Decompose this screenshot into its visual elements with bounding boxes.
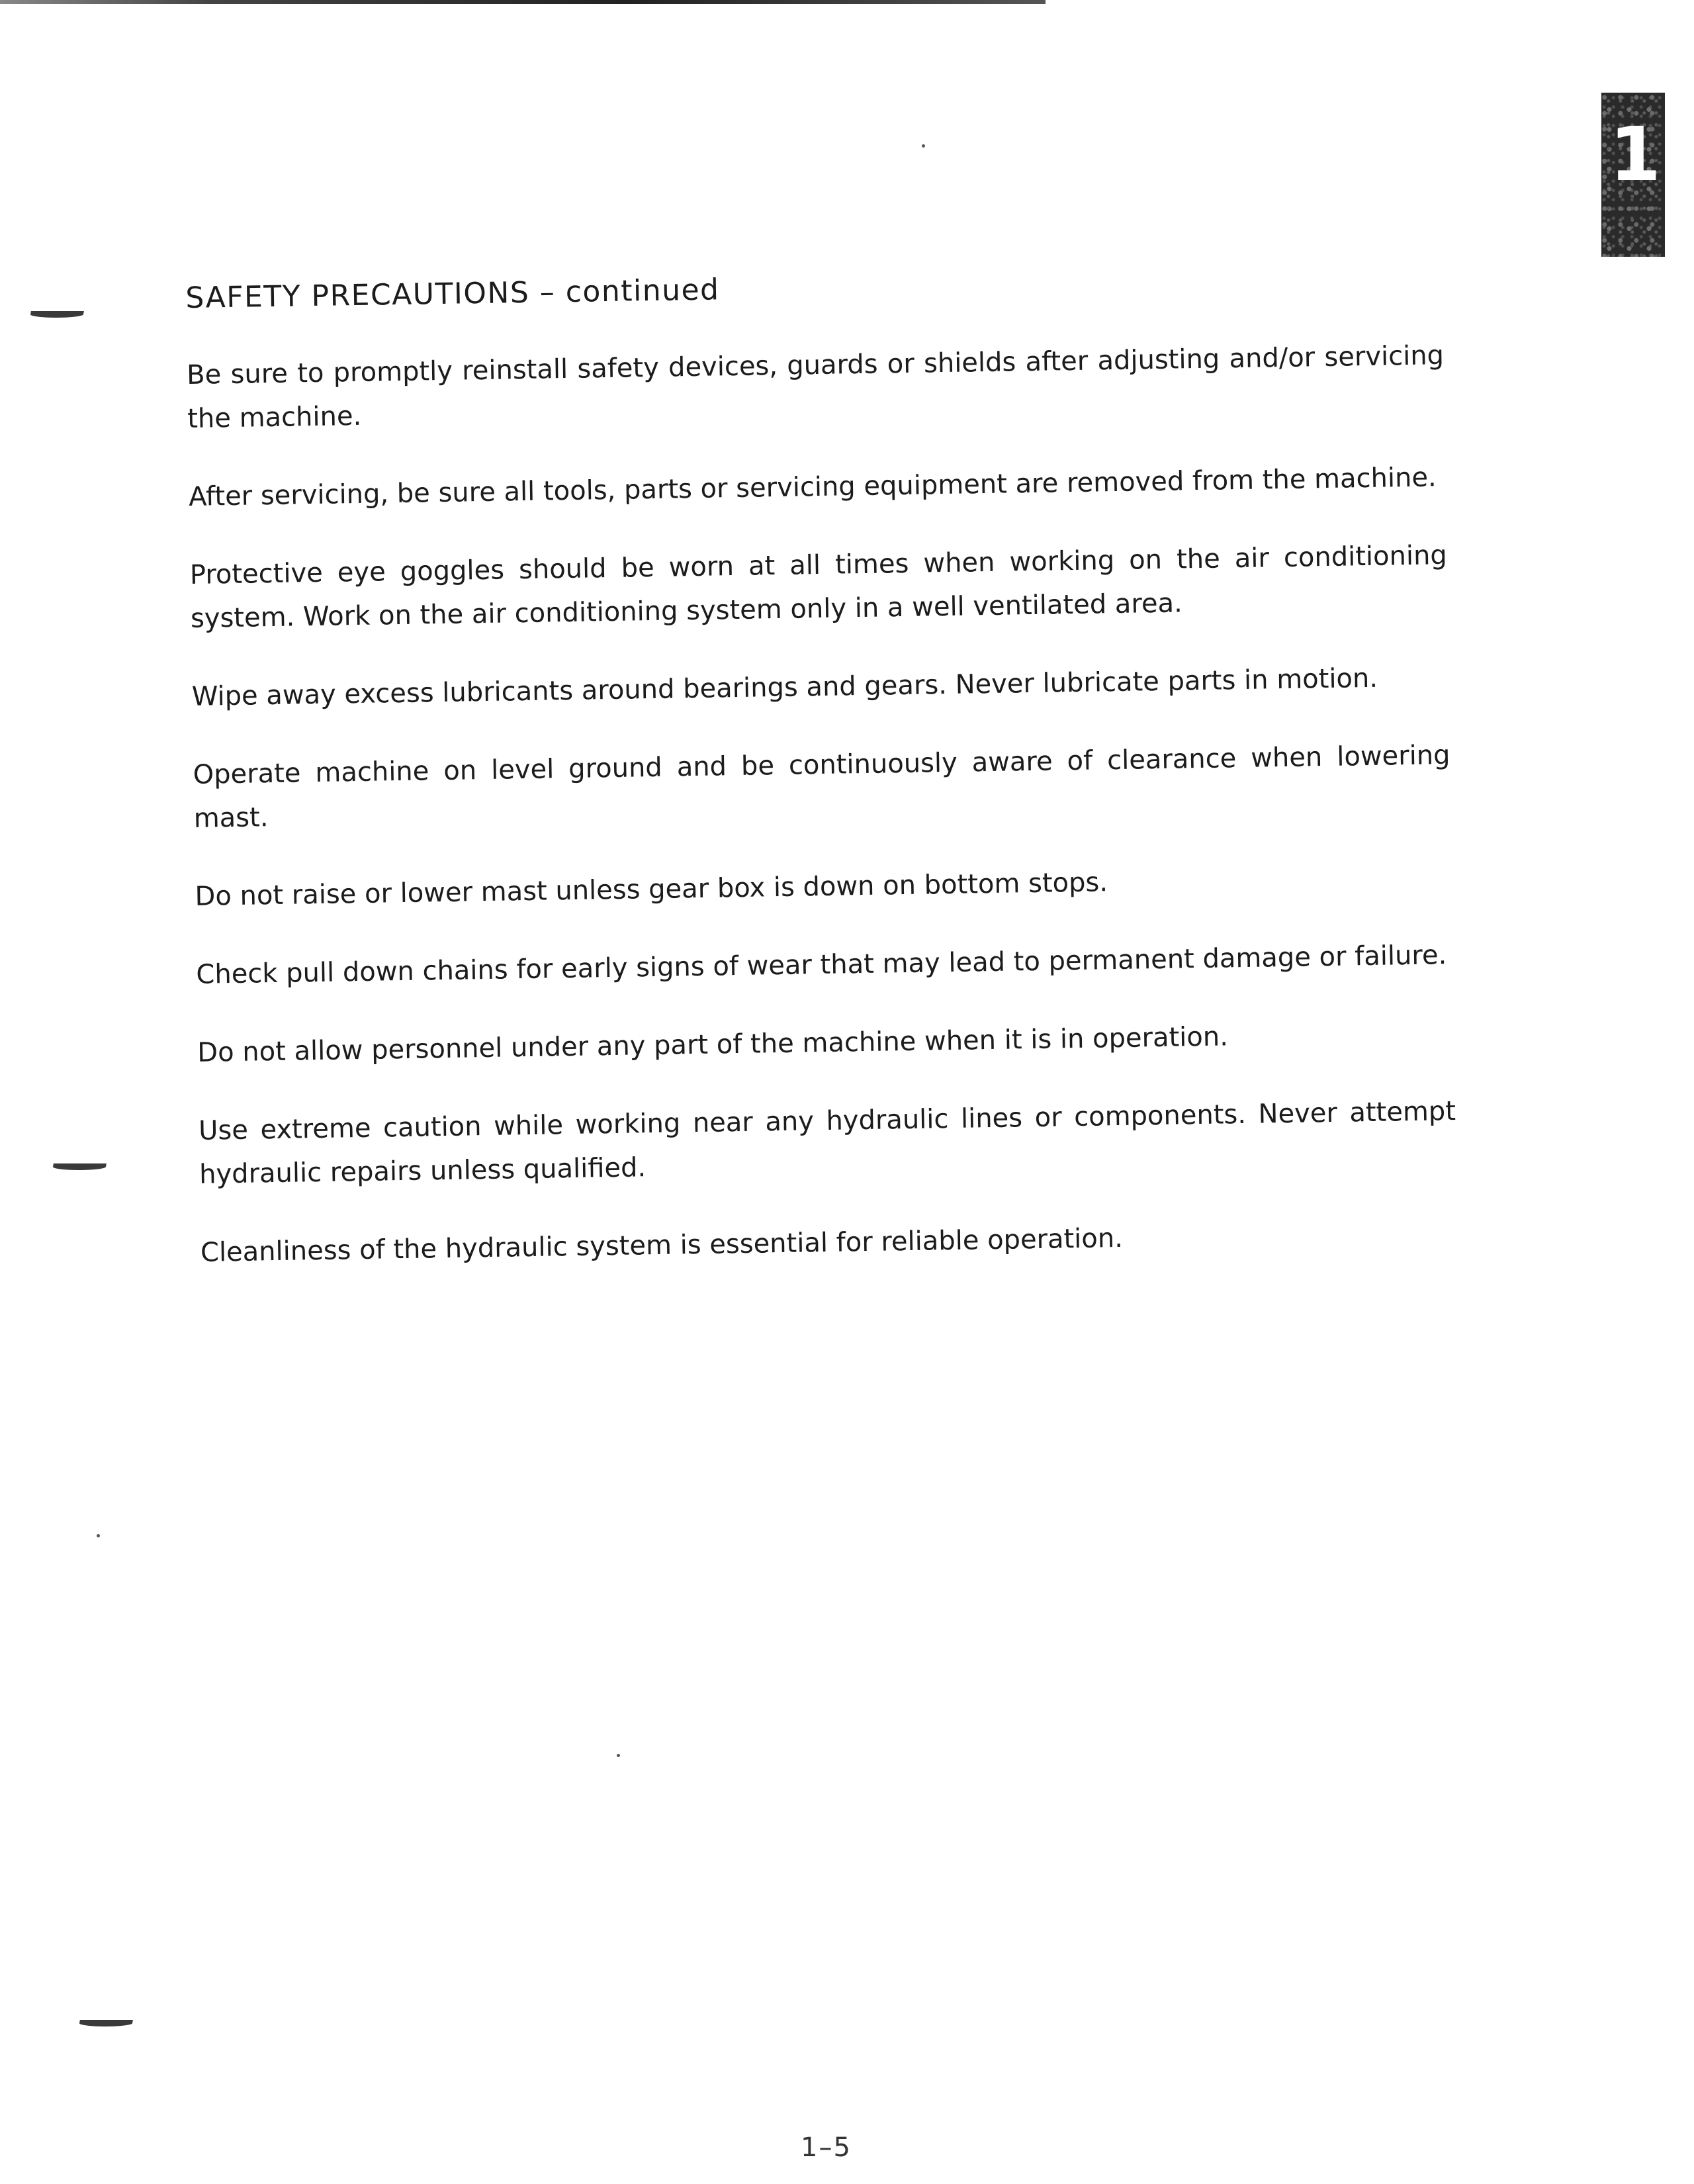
safety-paragraph: Use extreme caution while working near any hydraulic lines or components. Never attempt hydraulic repairs unless qualified. — [198, 1096, 1456, 1190]
safety-paragraph: Do not allow personnel under any part of the machine when it is in operation. — [197, 1021, 1229, 1068]
binder-punch-mark-bottom — [79, 2020, 133, 2026]
chapter-tab-number: 1 — [1609, 112, 1661, 198]
scan-speck — [922, 144, 925, 148]
safety-paragraph: Do not raise or lower mast unless gear box is down on bottom stops. — [195, 867, 1108, 912]
binder-punch-mark-top — [30, 311, 84, 318]
safety-paragraph: After servicing, be sure all tools, parts or servicing equipment are removed from the machine. — [188, 462, 1437, 512]
binder-punch-mark-middle — [52, 1163, 107, 1170]
safety-paragraph: Cleanliness of the hydraulic system is essential for reliable operation. — [200, 1222, 1124, 1268]
safety-paragraph: Wipe away excess lubricants around bearings and gears. Never lubricate parts in motion. — [191, 662, 1378, 712]
document-body — [185, 261, 1458, 1309]
safety-paragraph: Protective eye goggles should be worn at all times when working on the air conditioning system. Work on the air conditioning system only in a well ventilated area. — [189, 540, 1448, 634]
chapter-tab — [1601, 93, 1665, 257]
page-number: 1–5 — [801, 2132, 852, 2163]
scan-speck — [617, 1754, 620, 1757]
safety-paragraph: Check pull down chains for early signs of wear that may lead to permanent damage or failure. — [196, 940, 1447, 990]
safety-paragraph: Operate machine on level ground and be continuously aware of clearance when lowering mast. — [193, 740, 1450, 834]
section-heading: SAFETY PRECAUTIONS – continued — [185, 273, 720, 315]
safety-paragraph: Be sure to promptly reinstall safety devices, guards or shields after adjusting and/or servicing the machine. — [186, 340, 1445, 434]
top-scan-rule — [0, 0, 1046, 4]
scan-speck — [97, 1534, 100, 1537]
